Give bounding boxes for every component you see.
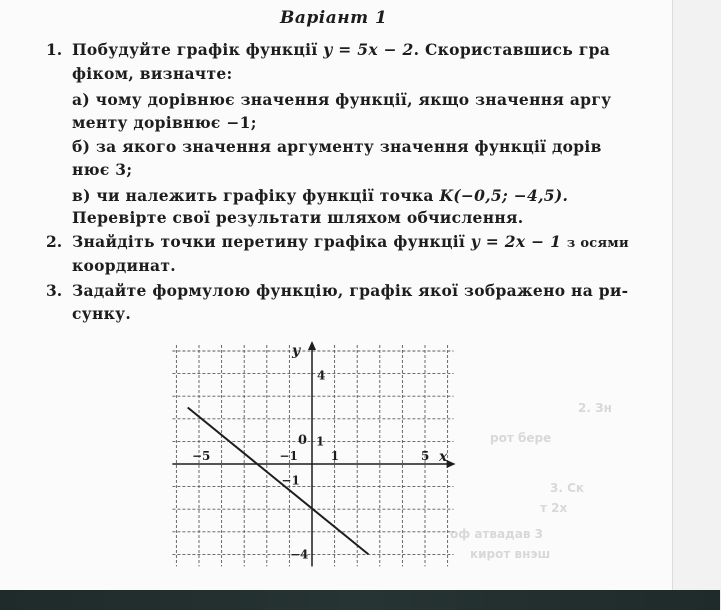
bleed-through-text bbox=[430, 395, 610, 580]
variant-title: Варіант 1 bbox=[280, 8, 388, 28]
tick-label-y-minus-4: −4 bbox=[290, 547, 309, 562]
tick-label-x-minus-1: −1 bbox=[279, 449, 298, 463]
bleed-line: т 2x bbox=[540, 501, 568, 515]
task-2-formula: y = 2x − 1 bbox=[470, 232, 562, 251]
grid bbox=[172, 345, 453, 566]
right-margin-strip bbox=[672, 0, 721, 590]
task-1c-text: в) чи належить графіку функції точка bbox=[72, 186, 434, 205]
task-3-line-1: Задайте формулою функцію, графік якої зображено на ри- bbox=[72, 281, 629, 300]
task-2-line-1 bbox=[72, 232, 629, 251]
task-1b-line-1: б) за якого значення аргументу значення функції дорів bbox=[72, 137, 602, 156]
task-3-number: 3. bbox=[46, 281, 63, 300]
task-1-number: 1. bbox=[46, 40, 63, 59]
task-1-text: Побудуйте графік функції bbox=[72, 40, 318, 59]
function-graph bbox=[178, 336, 458, 562]
bleed-line: 2. Зн bbox=[578, 401, 612, 415]
task-3-line-2: сунку. bbox=[72, 304, 132, 323]
tick-label-x-5: 5 bbox=[421, 449, 430, 463]
task-1b-line-2: нює 3; bbox=[72, 160, 133, 179]
task-1c-line bbox=[72, 186, 568, 205]
task-1a-line-1: а) чому дорівнює значення функції, якщо значення аргу bbox=[72, 90, 612, 109]
task-1c-point: K(−0,5; −4,5). bbox=[439, 186, 569, 205]
origin-label: 0 bbox=[298, 433, 308, 448]
axis-label-x: x bbox=[439, 449, 448, 465]
tick-label-x-1: 1 bbox=[330, 449, 339, 463]
task-2-text: Знайдіть точки перетину графіка функції bbox=[72, 232, 466, 251]
tick-label-y-4: 4 bbox=[317, 368, 326, 383]
task-1-line-1 bbox=[72, 40, 610, 59]
graph-svg bbox=[178, 336, 458, 562]
task-1-formula: y = 5x − 2 bbox=[323, 40, 414, 59]
tick-label-x-minus-5: −5 bbox=[192, 449, 211, 463]
task-2-line-2: координат. bbox=[72, 256, 176, 275]
axis-label-y: y bbox=[292, 343, 301, 359]
task-2-tail: з осями bbox=[566, 236, 629, 251]
bleed-line: оф атвадав 3 bbox=[450, 527, 543, 541]
task-2-number: 2. bbox=[46, 232, 63, 251]
tick-label-y-minus-1: −1 bbox=[281, 473, 300, 488]
function-line bbox=[188, 408, 369, 555]
bleed-line: рот бере bbox=[490, 431, 552, 445]
y-axis-arrow-icon bbox=[308, 341, 316, 350]
task-1-tail: . Скориставшись гра bbox=[413, 40, 611, 59]
bleed-line: кирот внэш bbox=[470, 547, 551, 561]
tick-label-y-1: 1 bbox=[316, 434, 325, 449]
bottom-bar bbox=[0, 590, 720, 610]
task-1-check-line: Перевірте свої результати шляхом обчислення. bbox=[72, 208, 524, 227]
task-1a-line-2: менту дорівнює −1; bbox=[72, 113, 257, 132]
task-1-line-2: фіком, визначте: bbox=[72, 64, 233, 83]
bleed-line: 3. Ск bbox=[550, 481, 585, 495]
